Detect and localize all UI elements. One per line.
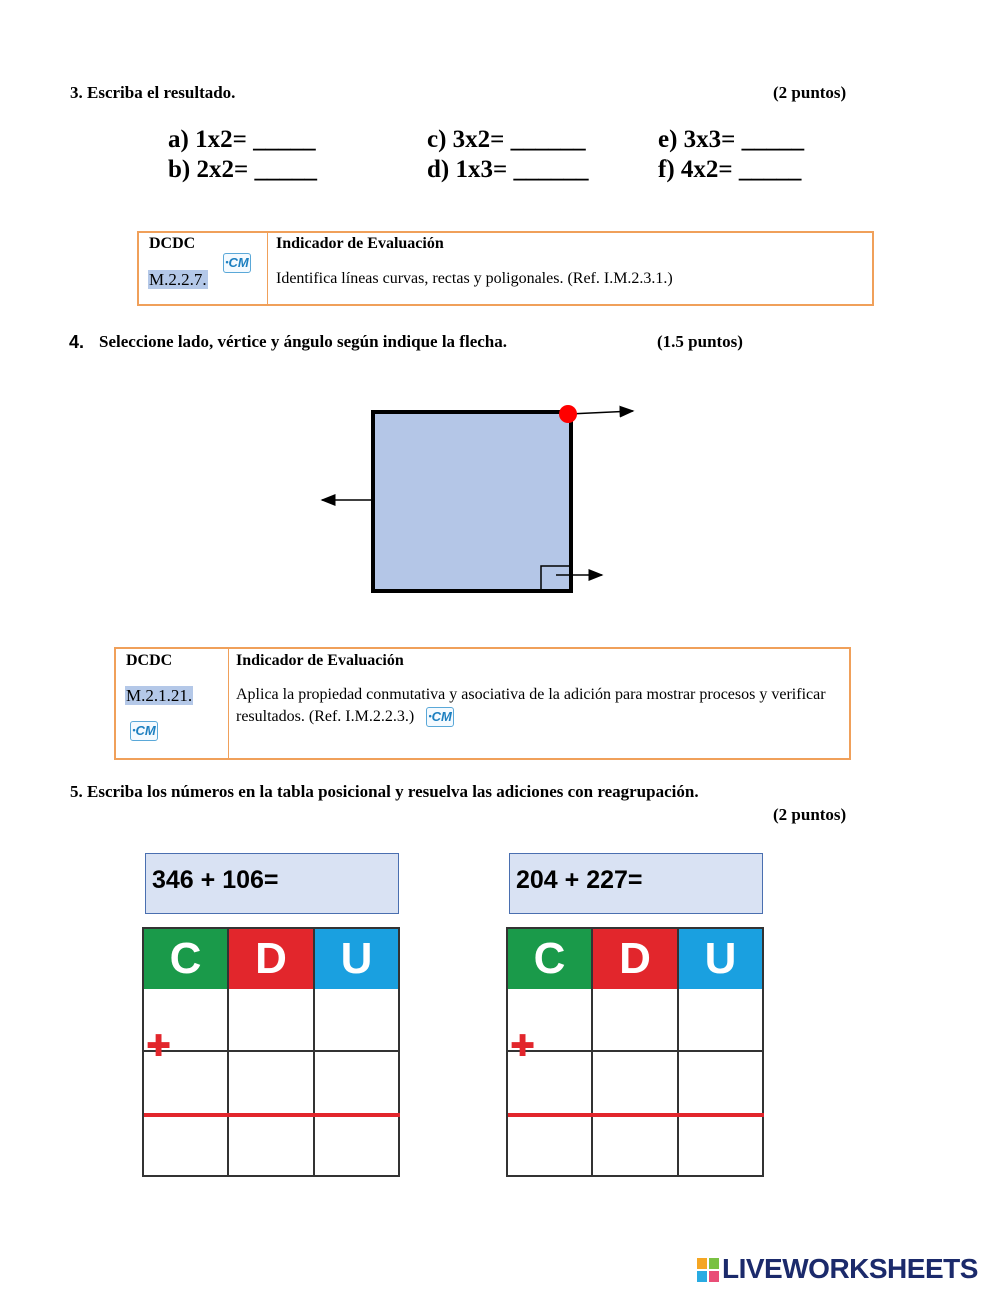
cell-d-2[interactable] [229,1052,315,1114]
mult-item-b[interactable]: b) 2x2= _____ [168,156,317,183]
cell-u-1[interactable] [679,989,762,1052]
header-c: C [508,929,593,989]
indicator-header: Indicador de Evaluación [236,652,404,669]
dcdc-code: M.2.1.21. [126,686,193,705]
indicator-header: Indicador de Evaluación [276,235,444,252]
square-figure [300,390,660,610]
vertex-dot[interactable] [559,405,577,423]
header-d: D [229,929,315,989]
dcdc-table-2 [114,647,851,760]
dcdc-code: M.2.2.7. [149,270,207,289]
dcdc-table-1 [137,231,874,306]
cell-u-2[interactable] [679,1052,762,1114]
cell-c-result[interactable] [508,1117,593,1175]
dcdc-code-wrap [148,270,208,290]
mult-item-d[interactable]: d) 1x3= ______ [427,156,589,183]
cell-d-1[interactable] [229,989,315,1052]
mult-item-e[interactable]: e) 3x3= _____ [658,126,805,153]
cell-d-2[interactable] [593,1052,679,1114]
mult-item-c[interactable]: c) 3x2= ______ [427,126,586,153]
vertex-arrow[interactable] [569,411,633,414]
indicator-text [236,684,841,728]
cm-icon: •CM [130,721,158,741]
plus-icon: ✚ [146,1029,172,1064]
question-3-points: (2 puntos) [773,83,847,102]
cm-icon: •CM [223,253,251,273]
sum-box-2: 204 + 227= [509,853,763,914]
square-shape [373,412,571,591]
dcdc-header: DCDC [126,652,173,669]
question-4-title: Seleccione lado, vértice y ángulo según indique la flecha. [99,332,507,351]
cell-d-result[interactable] [593,1117,679,1175]
cell-c-result[interactable] [144,1117,229,1175]
header-u: U [679,929,762,989]
cm-label: CM [228,255,249,270]
cell-d-result[interactable] [229,1117,315,1175]
header-u: U [315,929,398,989]
header-c: C [144,929,229,989]
cell-u-1[interactable] [315,989,398,1052]
dcdc-header: DCDC [149,235,196,252]
header-d: D [593,929,679,989]
indicator-text: Identifica líneas curvas, rectas y poligonales. (Ref. I.M.2.3.1.) [276,270,673,287]
cm-label: CM [135,723,156,738]
liveworksheets-logo[interactable]: LIVEWORKSHEETS [722,1253,978,1284]
question-4-points: (1.5 puntos) [657,332,743,351]
mult-item-a[interactable]: a) 1x2= _____ [168,126,316,153]
cm-icon: •CM [426,707,454,727]
cell-u-2[interactable] [315,1052,398,1114]
cell-u-result[interactable] [679,1117,762,1175]
mult-item-f[interactable]: f) 4x2= _____ [658,156,802,183]
sum-box-1: 346 + 106= [145,853,399,914]
plus-icon: ✚ [510,1029,536,1064]
cell-d-1[interactable] [593,989,679,1052]
indicator-text-content: Aplica la propiedad conmutativa y asociativa de la adición para mostrar procesos y verificar resultados. (Ref. I.M.2.2.3.) [236,686,826,725]
liveworksheets-logo-icon [697,1258,719,1282]
question-5-title: 5. Escriba los números en la tabla posicional y resuelva las adiciones con reagrupación. [70,782,699,801]
question-4-number: 4. [69,332,85,352]
question-5-points: (2 puntos) [773,805,847,824]
place-value-table-2 [506,927,764,1177]
cell-u-result[interactable] [315,1117,398,1175]
cm-inline-wrap [426,707,458,727]
question-3-title: 3. Escriba el resultado. [70,83,236,102]
dcdc-code-wrap [125,686,193,706]
cm-label: CM [431,709,452,725]
place-value-table-1 [142,927,400,1177]
